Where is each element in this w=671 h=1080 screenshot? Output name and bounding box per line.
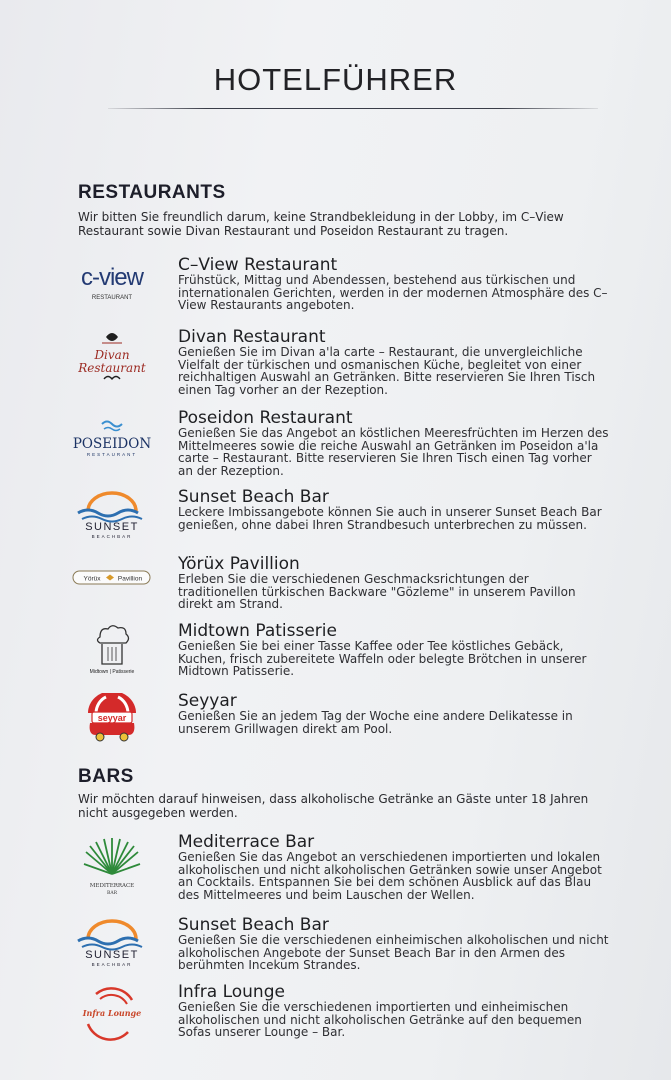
entry-divan	[66, 329, 626, 409]
mediterrace-logo-sub: BAR	[107, 891, 117, 896]
poseidon-logo-icon	[66, 410, 158, 470]
restaurants-intro: Wir bitten Sie freundlich darum, keine Strandbekleidung in der Lobby, im C–View Restaurant sowie Divan Restaurant und Poseidon Restaurant zu tragen.	[78, 210, 564, 238]
sunset-logo-icon	[66, 917, 158, 977]
entry-name: Divan Restaurant	[178, 327, 326, 347]
sunset-logo-icon	[66, 489, 158, 549]
yorux-logo-word: Yörüx	[83, 575, 101, 583]
cview-logo-icon	[66, 257, 158, 317]
cview-logo-word: c-view	[80, 264, 144, 291]
yorux-logo-icon	[66, 556, 158, 616]
entry-description: Frühstück, Mittag und Abendessen, bestehend aus türkischen und internationalen Gerichten, werden in der modernen Atmosphäre des C–View Restaurants angeboten.	[178, 273, 608, 313]
entry-description: Genießen Sie im Divan a'la carte – Restaurant, die unvergleichliche Vielfalt der türkischen und osmanischen Küche, begleitet von einer reichhaltigen Auswahl an Getränken. Bitte reservieren Sie Ihren Tisch einen Tag vorher an der Rezeption.	[178, 345, 596, 397]
sunset-logo-sub: BEACHBAR	[91, 534, 133, 539]
poseidon-logo-word: POSEIDON	[72, 436, 152, 452]
divan-logo-sub: Restaurant	[78, 361, 146, 375]
bars-intro: Wir möchten darauf hinweisen, dass alkoholische Getränke an Gäste unter 18 Jahren nicht ausgegeben werden.	[78, 792, 589, 820]
infra-lounge-logo-icon	[66, 984, 158, 1044]
page-title: HOTELFÜHRER	[213, 62, 458, 97]
entry-name: Seyyar	[178, 691, 237, 711]
entry-seyyar	[66, 693, 626, 773]
restaurants-heading: RESTAURANTS	[78, 182, 226, 203]
entry-name: Midtown Patisserie	[178, 621, 337, 641]
entry-poseidon	[66, 410, 626, 490]
entry-description: Leckere Imbissangebote können Sie auch in unserer Sunset Beach Bar genießen, ohne dabei Ihren Strandbesuch unterbrechen zu müssen.	[178, 505, 602, 532]
entry-mediterrace-bar	[66, 834, 626, 914]
entry-infra-lounge	[66, 984, 626, 1064]
entry-description: Genießen Sie die verschiedenen einheimischen alkoholischen und nicht alkoholischen Angebote der Sunset Beach Bar in den Armen des berühmten Incekum Strandes.	[178, 933, 609, 973]
entry-name: Mediterrace Bar	[178, 832, 315, 852]
entry-name: Infra Lounge	[178, 982, 285, 1002]
divan-logo-icon	[66, 329, 158, 391]
cview-logo-sub: RESTAURANT	[91, 295, 133, 301]
mediterrace-logo-icon	[66, 834, 158, 904]
infra-logo-word: Infra Lounge	[82, 1008, 142, 1018]
midtown-logo-word: Midtown | Patisserie	[89, 669, 135, 675]
entry-name: Poseidon Restaurant	[178, 408, 353, 428]
divan-logo-word: Divan	[94, 348, 130, 362]
title-divider	[108, 108, 598, 109]
entry-name: Yörüx Pavillion	[178, 554, 300, 574]
entry-cview	[66, 257, 626, 337]
entry-midtown	[66, 623, 626, 703]
entry-description: Genießen Sie an jedem Tag der Woche eine andere Delikatesse in unserem Grillwagen direkt am Pool.	[178, 709, 573, 736]
sunset-logo-word: SUNSET	[85, 521, 139, 533]
sunset-logo-word: SUNSET	[85, 949, 139, 961]
bars-heading: BARS	[78, 766, 134, 787]
mediterrace-logo-word: MEDITERRACE	[89, 883, 135, 889]
entry-description: Genießen Sie das Angebot an verschiedenen importierten und lokalen alkoholischen und nicht alkoholischen Getränken sowie unser Angebot an Cocktails. Entspannen Sie bei dem schönen Ausblick auf das Blau des Mittelmeeres und beim Lauschen der Wellen.	[178, 850, 602, 902]
entry-description: Genießen Sie das Angebot an köstlichen Meeresfrüchten im Herzen des Mittelmeeres sowie die reiche Auswahl an Getränken im Poseidon a'la carte – Restaurant. Bitte reservieren Sie Ihren Tisch einen Tag vorher an der Rezeption.	[178, 426, 609, 478]
midtown-logo-icon	[66, 623, 158, 683]
yorux-logo-sub: Pavillion	[117, 575, 143, 583]
entry-name: Sunset Beach Bar	[178, 915, 329, 935]
seyyar-logo-icon	[66, 693, 158, 753]
seyyar-logo-word: seyyar	[97, 713, 127, 723]
entry-description: Genießen Sie bei einer Tasse Kaffee oder Tee köstliches Gebäck, Kuchen, frisch zubereitete Waffeln oder belegte Brötchen in unserer Midtown Patisserie.	[178, 639, 587, 679]
entry-name: C–View Restaurant	[178, 255, 338, 275]
entry-description: Erleben Sie die verschiedenen Geschmacksrichtungen der traditionellen türkischen Backware "Gözleme" in unserem Pavillon direkt am Strand.	[178, 572, 576, 612]
poseidon-logo-sub: RESTAURANT	[86, 452, 138, 457]
entry-name: Sunset Beach Bar	[178, 487, 329, 507]
sunset-logo-sub: BEACHBAR	[91, 962, 133, 967]
entry-description: Genießen Sie die verschiedenen importierten und einheimischen alkoholischen und nicht alkoholischen Getränke auf den bequemen Sofas unserer Lounge – Bar.	[178, 1000, 582, 1040]
